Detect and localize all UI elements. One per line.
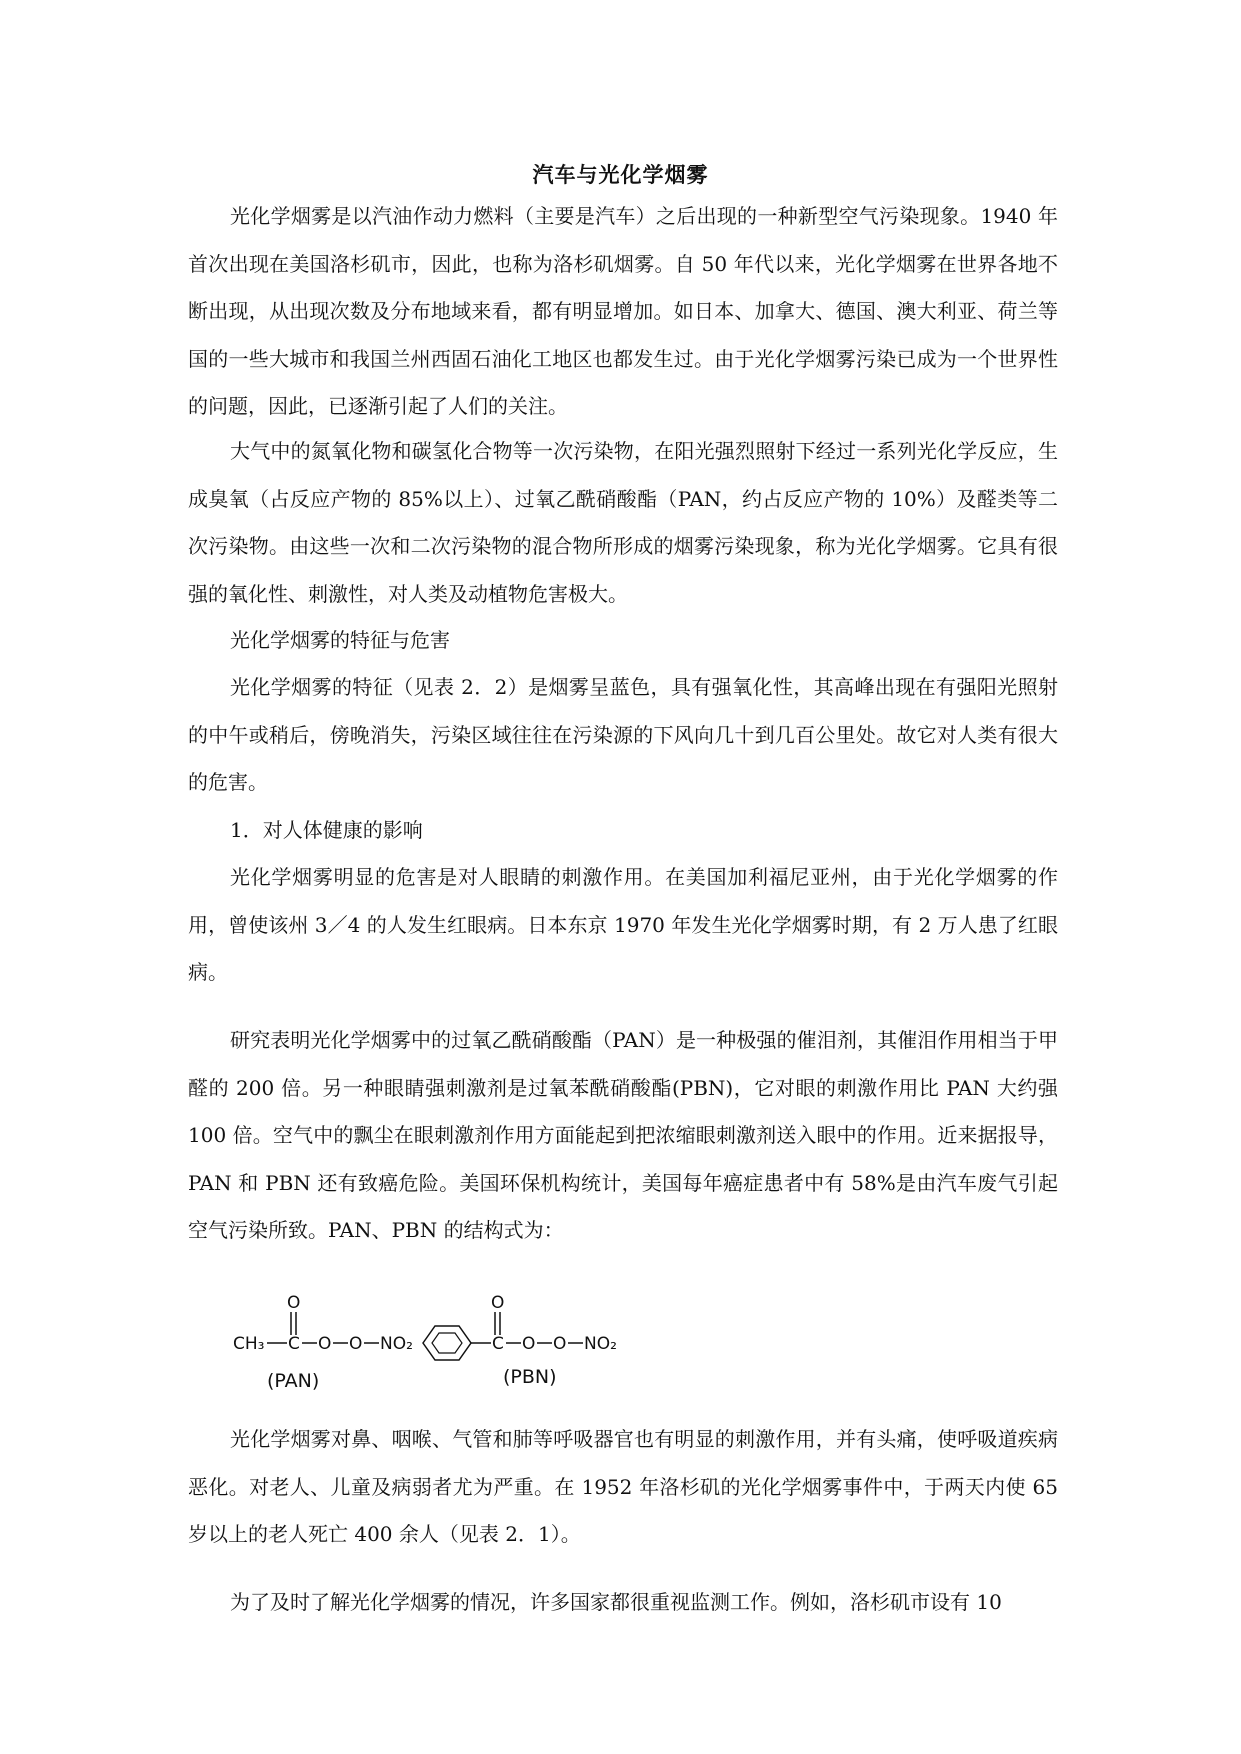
paragraph-eye-irritation: 光化学烟雾明显的危害是对人眼睛的刺激作用。在美国加利福尼亚州，由于光化学烟雾的作用，曾使该州 3／4 的人发生红眼病。日本东京 1970 年发生光化学烟雾时期，有 2 万人患了红眼病。 (188, 865, 1058, 984)
paragraph-pan-pbn: 研究表明光化学烟雾中的过氧乙酰硝酸酯（PAN）是一种极强的催泪剂，其催泪作用相当于甲醛的 200 倍。另一种眼睛强刺激剂是过氧苯酰硝酸酯(PBN)，它对眼的刺激作用比 PAN 大约强 100 倍。空气中的飘尘在眼刺激剂作用方面能起到把浓缩眼刺激剂送入眼中的作用。近来据报导，PAN 和 PBN 还有致癌危险。美国环保机构统计，美国每年癌症患者中有 58%是由汽车废气引起空气污染所致。PAN、PBN 的结构式为： (188, 1028, 1058, 1242)
paragraph-monitoring: 为了及时了解光化学烟雾的情况，许多国家都很重视监测工作。例如，洛杉矶市设有 10 (230, 1590, 1002, 1614)
pan-oxygen-2: O (349, 1334, 363, 1354)
pbn-carbonyl-oxygen: O (491, 1293, 505, 1313)
section-heading-features: 光化学烟雾的特征与危害 (230, 628, 450, 652)
paragraph-respiratory: 光化学烟雾对鼻、咽喉、气管和肺等呼吸器官也有明显的刺激作用，并有头痛，使呼吸道疾病恶化。对老人、儿童及病弱者尤为严重。在 1952 年洛杉矶的光化学烟雾事件中，于两天内使 65 岁以上的老人死亡 400 余人（见表 2．1）。 (188, 1427, 1058, 1546)
paragraph-formation: 大气中的氮氧化物和碳氢化合物等一次污染物，在阳光强烈照射下经过一系列光化学反应，生成臭氧（占反应产物的 85%以上）、过氧乙酰硝酸酯（PAN，约占反应产物的 10%）及醛类等二次污染物。由这些一次和二次污染物的混合物所形成的烟雾污染现象，称为光化学烟雾。它具有很强的氧化性、刺激性，对人类及动植物危害极大。 (188, 439, 1058, 606)
pan-ch3-group: CH₃ (233, 1334, 265, 1354)
paragraph-features: 光化学烟雾的特征（见表 2．2）是烟雾呈蓝色，具有强氧化性，其高峰出现在有强阳光照射的中午或稍后，傍晚消失，污染区域往往在污染源的下风向几十到几百公里处。故它对人类有很大的危害。 (188, 675, 1058, 794)
structural-formula (225, 1280, 725, 1405)
pbn-carbon: C (492, 1334, 504, 1354)
pan-no2-group: NO₂ (380, 1334, 413, 1354)
pan-carbonyl-oxygen: O (287, 1293, 301, 1313)
pbn-benzene-inner (432, 1333, 462, 1353)
pbn-benzene-ring (423, 1326, 471, 1360)
pan-carbon: C (288, 1334, 300, 1354)
pbn-label: (PBN) (503, 1366, 557, 1388)
structural-formula-diagram (225, 1280, 725, 1405)
section-heading-health: 1．对人体健康的影响 (230, 818, 423, 842)
pbn-oxygen-1: O (522, 1334, 536, 1354)
paragraph-intro: 光化学烟雾是以汽油作动力燃料（主要是汽车）之后出现的一种新型空气污染现象。1940 年首次出现在美国洛杉矶市，因此，也称为洛杉矶烟雾。自 50 年代以来，光化学烟雾在世界各地不断出现，从出现次数及分布地域来看，都有明显增加。如日本、加拿大、德国、澳大利亚、荷兰等国的一些大城市和我国兰州西固石油化工地区也都发生过。由于光化学烟雾污染已成为一个世界性的问题，因此，已逐渐引起了人们的关注。 (188, 204, 1058, 418)
pan-label: (PAN) (267, 1370, 320, 1392)
pbn-no2-group: NO₂ (584, 1334, 617, 1354)
document-title: 汽车与光化学烟雾 (532, 162, 709, 187)
pbn-oxygen-2: O (553, 1334, 567, 1354)
pan-oxygen-1: O (318, 1334, 332, 1354)
